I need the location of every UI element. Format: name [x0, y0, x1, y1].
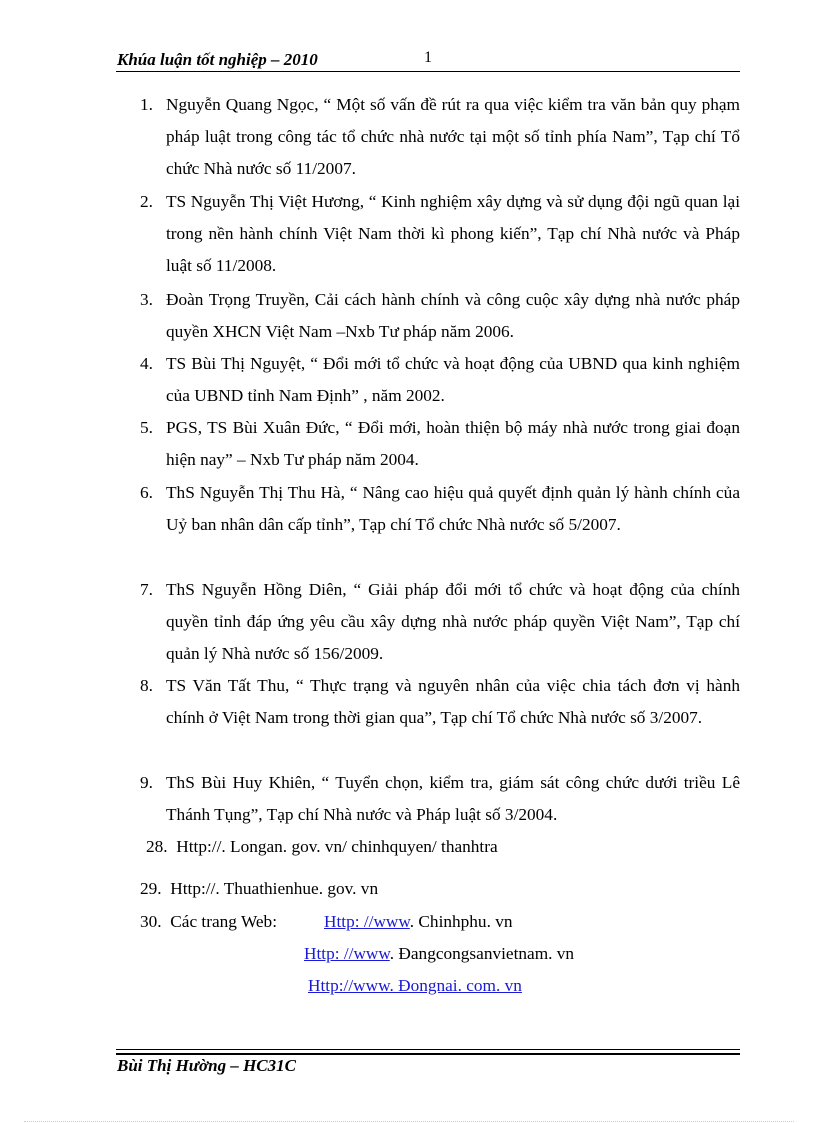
reference-number: 8. — [140, 676, 153, 695]
reference-text: Đoàn Trọng Truyền, Cải cách hành chính và công cuộc xây dựng nhà nước pháp quyền XHCN Việt Nam –Nxb Tư pháp năm 2006. — [166, 290, 740, 341]
link-suffix: . Chinhphu. vn — [409, 912, 513, 931]
reference-item-8 — [140, 670, 740, 734]
reference-number: 1. — [140, 95, 153, 114]
reference-item-6 — [140, 477, 740, 541]
reference-text: Nguyễn Quang Ngọc, “ Một số vấn đề rút ra qua việc kiểm tra văn bản quy phạm pháp luật trong công tác tổ chức nhà nước tại một số tỉnh phía Nam”, Tạp chí Tổ chức Nhà nước số 11/2007. — [166, 95, 740, 178]
reference-text: ThS Nguyễn Thị Thu Hà, “ Nâng cao hiệu quả quyết định quản lý hành chính của Uỷ ban nhân dân cấp tỉnh”, Tạp chí Tổ chức Nhà nước số 5/2007. — [166, 483, 740, 534]
reference-number: 5. — [140, 418, 153, 437]
reference-label: Các trang Web: — [170, 912, 277, 931]
header-title: Khúa luận tốt nghiệp – 2010 — [117, 50, 318, 69]
footer-author: Bùi Thị Hường – HC31C — [117, 1056, 296, 1075]
reference-text: ThS Nguyễn Hồng Diên, “ Giải pháp đổi mới tổ chức và hoạt động của chính quyền tỉnh đáp ứng yêu cầu xây dựng nhà nước pháp quyền Việt Nam”, Tạp chí quản lý Nhà nước số 156/2009. — [166, 580, 740, 663]
reference-number: 2. — [140, 192, 153, 211]
reference-item-29 — [140, 873, 378, 905]
reference-text: TS Văn Tất Thu, “ Thực trạng và nguyên nhân của việc chia tách đơn vị hành chính ở Việt Nam trong thời gian qua”, Tạp chí Tổ chức Nhà nước số 3/2007. — [166, 676, 740, 727]
reference-number: 28. — [146, 837, 168, 856]
footer-divider-thin — [116, 1049, 740, 1050]
website-link-chinhphu[interactable] — [324, 906, 513, 938]
reference-item-1 — [140, 89, 740, 185]
reference-item-4 — [140, 348, 740, 412]
reference-number: 3. — [140, 290, 153, 309]
reference-number: 7. — [140, 580, 153, 599]
reference-item-2 — [140, 186, 740, 282]
page-number: 1 — [424, 49, 432, 66]
reference-item-28 — [146, 831, 498, 863]
website-link-dongnai[interactable] — [308, 970, 522, 1002]
reference-text: TS Bùi Thị Nguyệt, “ Đổi mới tổ chức và hoạt động của UBND qua kinh nghiệm của UBND tỉnh Nam Định” , năm 2002. — [166, 354, 740, 405]
reference-text: TS Nguyễn Thị Việt Hương, “ Kinh nghiệm xây dựng và sử dụng đội ngũ quan lại trong nền hành chính Việt Nam thời kì phong kiến”, Tạp chí Nhà nước và Pháp luật số 11/2008. — [166, 192, 740, 275]
reference-url: Http://. Thuathienhue. gov. vn — [170, 879, 379, 898]
hyperlink[interactable]: Http: //www — [324, 912, 410, 931]
reference-number: 6. — [140, 483, 153, 502]
link-suffix: . Đangcongsanvietnam. vn — [389, 944, 575, 963]
reference-item-9 — [140, 767, 740, 831]
hyperlink[interactable]: Http: //www — [304, 944, 390, 963]
reference-url: Http://. Longan. gov. vn/ chinhquyen/ thanhtra — [176, 837, 498, 856]
reference-item-5 — [140, 412, 740, 476]
reference-item-7 — [140, 574, 740, 670]
reference-item-30 — [140, 906, 277, 938]
reference-text: ThS Bùi Huy Khiên, “ Tuyển chọn, kiểm tra, giám sát công chức dưới triều Lê Thánh Tụng”, Tạp chí Nhà nước và Pháp luật số 3/2004. — [166, 773, 740, 824]
reference-number: 9. — [140, 773, 153, 792]
page-edge-dotted — [24, 1121, 794, 1122]
footer-divider-thick — [116, 1053, 740, 1055]
reference-text: PGS, TS Bùi Xuân Đức, “ Đổi mới, hoàn thiện bộ máy nhà nước trong giai đoạn hiện nay” – Nxb Tư pháp năm 2004. — [166, 418, 740, 469]
website-link-dangcongsan[interactable] — [304, 938, 574, 970]
hyperlink[interactable]: Http://www. Đongnai. com. vn — [308, 976, 522, 995]
reference-number: 29. — [140, 879, 162, 898]
reference-item-3 — [140, 284, 740, 348]
reference-number: 4. — [140, 354, 153, 373]
reference-number: 30. — [140, 912, 162, 931]
